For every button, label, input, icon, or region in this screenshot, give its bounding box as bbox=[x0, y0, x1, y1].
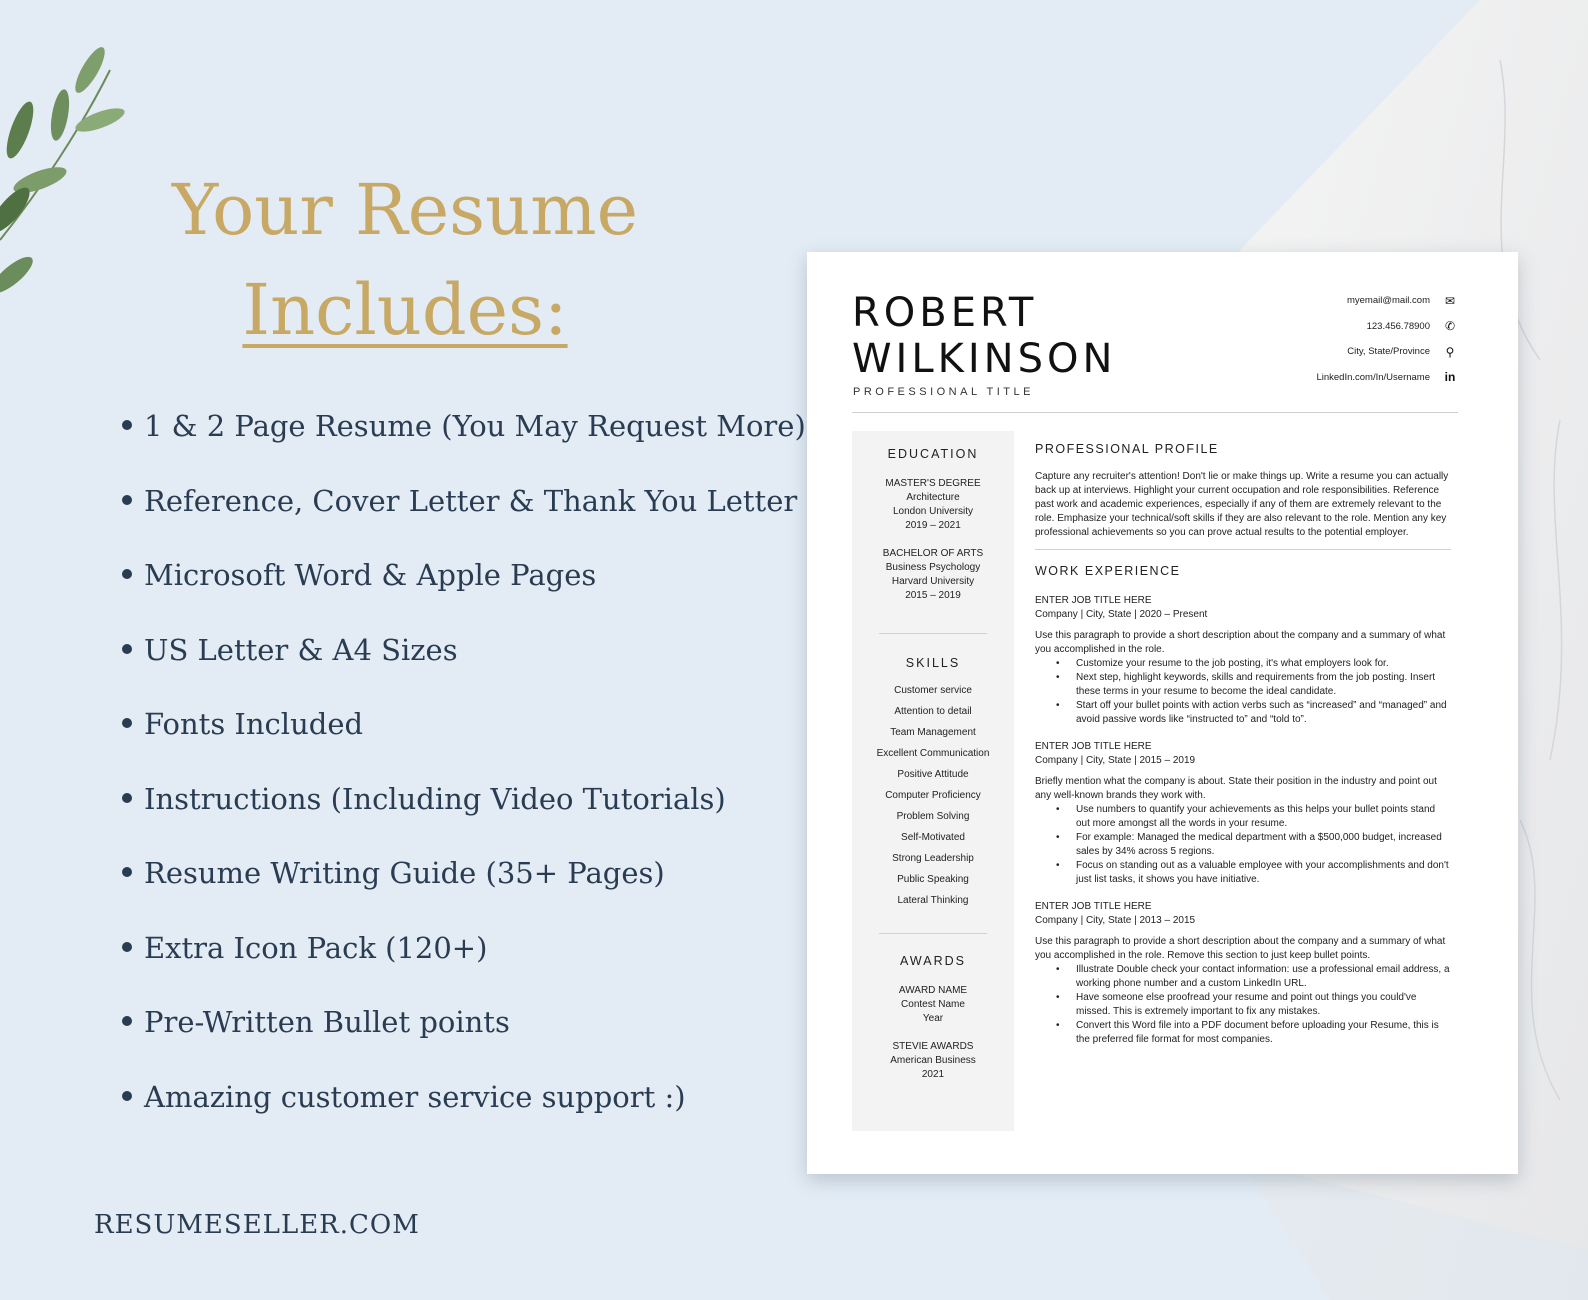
work-heading: WORK EXPERIENCE bbox=[1035, 564, 1181, 578]
bullet-icon bbox=[122, 718, 132, 728]
job-title: ENTER JOB TITLE HERE bbox=[1035, 901, 1152, 912]
bullet-icon bbox=[122, 1091, 132, 1101]
skill-item: Lateral Thinking bbox=[897, 895, 969, 906]
award-entry: STEVIE AWARDS American Business 2021 bbox=[890, 1041, 976, 1080]
bullet-icon bbox=[122, 569, 132, 579]
contact-block bbox=[1208, 288, 1458, 390]
feature-item: Extra Icon Pack (120+) bbox=[122, 928, 806, 1003]
skills-list bbox=[852, 680, 1014, 911]
contact-location: City, State/Province ⚲ bbox=[1208, 339, 1458, 365]
contact-phone: 123.456.78900 ✆ bbox=[1208, 314, 1458, 340]
contact-linkedin: LinkedIn.com/In/Username in bbox=[1208, 365, 1458, 391]
job-bullet: • Illustrate Double check your contact information: use a professional email address, a working phone number and a custom LinkedIn URL. bbox=[1076, 963, 1451, 991]
first-name: ROBERT bbox=[852, 290, 1038, 336]
bullet-icon bbox=[122, 793, 132, 803]
contact-email: myemail@mail.com ✉ bbox=[1208, 288, 1458, 314]
sidebar-divider bbox=[879, 633, 987, 634]
feature-list bbox=[122, 406, 806, 1151]
job-bullets bbox=[1035, 657, 1451, 727]
job-title: ENTER JOB TITLE HERE bbox=[1035, 595, 1152, 606]
job-company: Company | City, State | 2020 – Present bbox=[1035, 609, 1208, 620]
phone-icon: ✆ bbox=[1444, 319, 1456, 334]
location-pin-icon: ⚲ bbox=[1445, 344, 1455, 359]
sidebar-divider bbox=[879, 933, 987, 934]
job-company: Company | City, State | 2015 – 2019 bbox=[1035, 755, 1196, 766]
bullet-icon bbox=[122, 1016, 132, 1026]
feature-item: Instructions (Including Video Tutorials) bbox=[122, 779, 806, 854]
bullet-icon bbox=[122, 942, 132, 952]
feature-item: 1 & 2 Page Resume (You May Request More) bbox=[122, 406, 806, 481]
bullet-icon bbox=[122, 495, 132, 505]
heading-line-2: Includes: bbox=[242, 269, 568, 351]
site-url: RESUMESELLER.COM bbox=[94, 1210, 420, 1240]
resume-sidebar bbox=[852, 431, 1014, 1131]
awards-heading: AWARDS bbox=[900, 954, 966, 968]
linkedin-icon: in bbox=[1444, 370, 1456, 385]
education-entry: MASTER'S DEGREE Architecture London University 2019 – 2021 bbox=[885, 478, 981, 531]
professional-title: PROFESSIONAL TITLE bbox=[853, 386, 1034, 398]
skill-item: Self-Motivated bbox=[901, 832, 965, 843]
feature-item: Microsoft Word & Apple Pages bbox=[122, 555, 806, 630]
feature-item: Fonts Included bbox=[122, 704, 806, 779]
job-bullet: • Convert this Word file into a PDF document before uploading your Resume, this is the preferred file format for most companies. bbox=[1076, 1019, 1451, 1047]
section-divider bbox=[1035, 549, 1451, 550]
job-bullet: • Have someone else proofread your resume and point out things you could've missed. This is extremely important to fix any mistakes. bbox=[1076, 991, 1451, 1019]
job-description: Briefly mention what the company is about. State their position in the industry and point out any well-known brands they work with. bbox=[1035, 776, 1437, 801]
feature-item: US Letter & A4 Sizes bbox=[122, 630, 806, 705]
job-bullet: • Use numbers to quantify your achievements as this helps your bullet points stand out more amongst all the words in your resume. bbox=[1076, 803, 1451, 831]
job-bullets bbox=[1035, 963, 1451, 1047]
profile-heading: PROFESSIONAL PROFILE bbox=[1035, 442, 1219, 456]
skill-item: Excellent Communication bbox=[876, 748, 990, 759]
skill-item: Customer service bbox=[894, 685, 972, 696]
job-bullet: • Next step, highlight keywords, skills and requirements from the job posting. Insert these terms in your resume to become the ideal candidate. bbox=[1076, 671, 1451, 699]
skill-item: Problem Solving bbox=[896, 811, 970, 822]
education-heading: EDUCATION bbox=[887, 447, 979, 461]
job-bullets bbox=[1035, 803, 1451, 887]
skills-heading: SKILLS bbox=[905, 656, 961, 670]
hero-heading bbox=[120, 160, 690, 360]
job-title: ENTER JOB TITLE HERE bbox=[1035, 741, 1152, 752]
resume-preview bbox=[807, 252, 1518, 1174]
job-bullet: • Start off your bullet points with action verbs such as “increased” and “managed” and avoid passive words like “instructed to” and “told to”. bbox=[1076, 699, 1451, 727]
job-company: Company | City, State | 2013 – 2015 bbox=[1035, 915, 1196, 926]
feature-item: Resume Writing Guide (35+ Pages) bbox=[122, 853, 806, 928]
skill-item: Team Management bbox=[890, 727, 976, 738]
leaf-sprig-icon bbox=[0, 40, 130, 340]
bullet-icon bbox=[122, 644, 132, 654]
education-entry: BACHELOR OF ARTS Business Psychology Harvard University 2015 – 2019 bbox=[882, 548, 984, 601]
skill-item: Strong Leadership bbox=[892, 853, 974, 864]
skill-item: Attention to detail bbox=[894, 706, 972, 717]
bullet-icon bbox=[122, 420, 132, 430]
job-bullet: • Customize your resume to the job posting, it's what employers look for. bbox=[1076, 657, 1451, 671]
job-description: Use this paragraph to provide a short description about the company and a summary of what you accomplished in the role. bbox=[1035, 630, 1446, 655]
job-description: Use this paragraph to provide a short description about the company and a summary of what you accomplished in the role. Remove this section to just keep bullet points. bbox=[1035, 936, 1446, 961]
resume-main bbox=[1035, 442, 1451, 1047]
job-entry bbox=[1035, 594, 1451, 727]
skill-item: Public Speaking bbox=[897, 874, 969, 885]
job-entry bbox=[1035, 740, 1451, 887]
profile-text: Capture any recruiter's attention! Don't lie or make things up. Write a resume you can actually back up at interviews. Highlight your current occupation and role responsibilities. Reference past work and academic experiences, especially if any of them are extremely relevant to the role. Emphasize your technical/soft skills if they are also relevant to the role. Mention any key professional achievements so you can prove actual results to the potential employer. bbox=[1035, 471, 1449, 538]
feature-item: Amazing customer service support :) bbox=[122, 1077, 806, 1152]
feature-item: Pre-Written Bullet points bbox=[122, 1002, 806, 1077]
bullet-icon bbox=[122, 867, 132, 877]
header-divider bbox=[852, 412, 1458, 413]
last-name: WILKINSON bbox=[852, 336, 1117, 382]
resume-name bbox=[852, 290, 1116, 382]
heading-line-1: Your Resume bbox=[171, 169, 638, 251]
envelope-icon: ✉ bbox=[1444, 293, 1456, 308]
skill-item: Computer Proficiency bbox=[885, 790, 981, 801]
skill-item: Positive Attitude bbox=[897, 769, 969, 780]
job-bullet: • For example: Managed the medical department with a $500,000 budget, increased sales by 34% across 5 regions. bbox=[1076, 831, 1451, 859]
job-bullet: • Focus on standing out as a valuable employee with your accomplishments and don't just list tasks, it shows you have initiative. bbox=[1076, 859, 1451, 887]
award-entry: AWARD NAME Contest Name Year bbox=[898, 985, 968, 1024]
feature-item: Reference, Cover Letter & Thank You Letter bbox=[122, 481, 806, 556]
job-entry bbox=[1035, 900, 1451, 1047]
